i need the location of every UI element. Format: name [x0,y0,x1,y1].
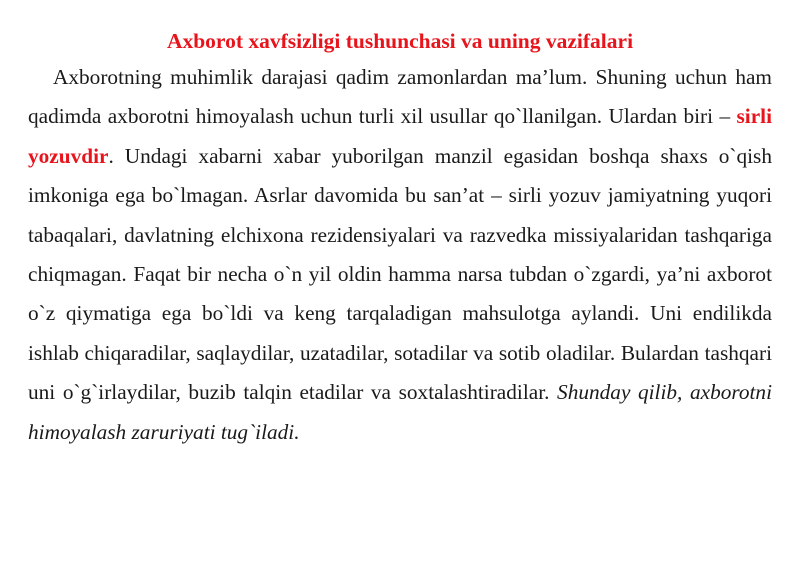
document-title: Axborot xavfsizligi tushunchasi va uning vazifalari [166,29,634,53]
document-page [28,24,772,452]
body-paragraph [28,58,772,452]
paragraph-text-after: . Undagi xabarni xabar yuborilgan manzil egasidan boshqa shaxs o`qish imkoniga ega bo`lmagan. Asrlar davomida bu san’at – sirli yozuv jamiyatning yuqori tabaqalari, davlatning elchixona rezidensiyalari va razvedka missiyalaridan tashqariga chiqmagan. Faqat bir necha o`n yil oldin hamma narsa tubdan o`zgardi, ya’ni axborot o`z qiymatiga ega bo`ldi va keng tarqaladigan mahsulotga aylandi. Uni endilikda ishlab chiqaradilar, saqlaydilar, uzatadilar, sotadilar va sotib oladilar. Bulardan tashqari uni o`g`irlaydilar, buzib talqin etadilar va soxtalashtiradilar. [28,143,772,405]
highlighted-term: sirli yozuvdir [28,104,772,168]
conclusion-italic-sentence: Shunday qilib, axborotni himoyalash zaruriyati tug`iladi. [28,380,772,444]
paragraph-text-before: Axborotning muhimlik darajasi qadim zamonlardan ma’lum. Shuning uchun ham qadimda axborotni himoyalash uchun turli xil usullar qo`llanilgan. Ulardan biri – [28,65,772,129]
